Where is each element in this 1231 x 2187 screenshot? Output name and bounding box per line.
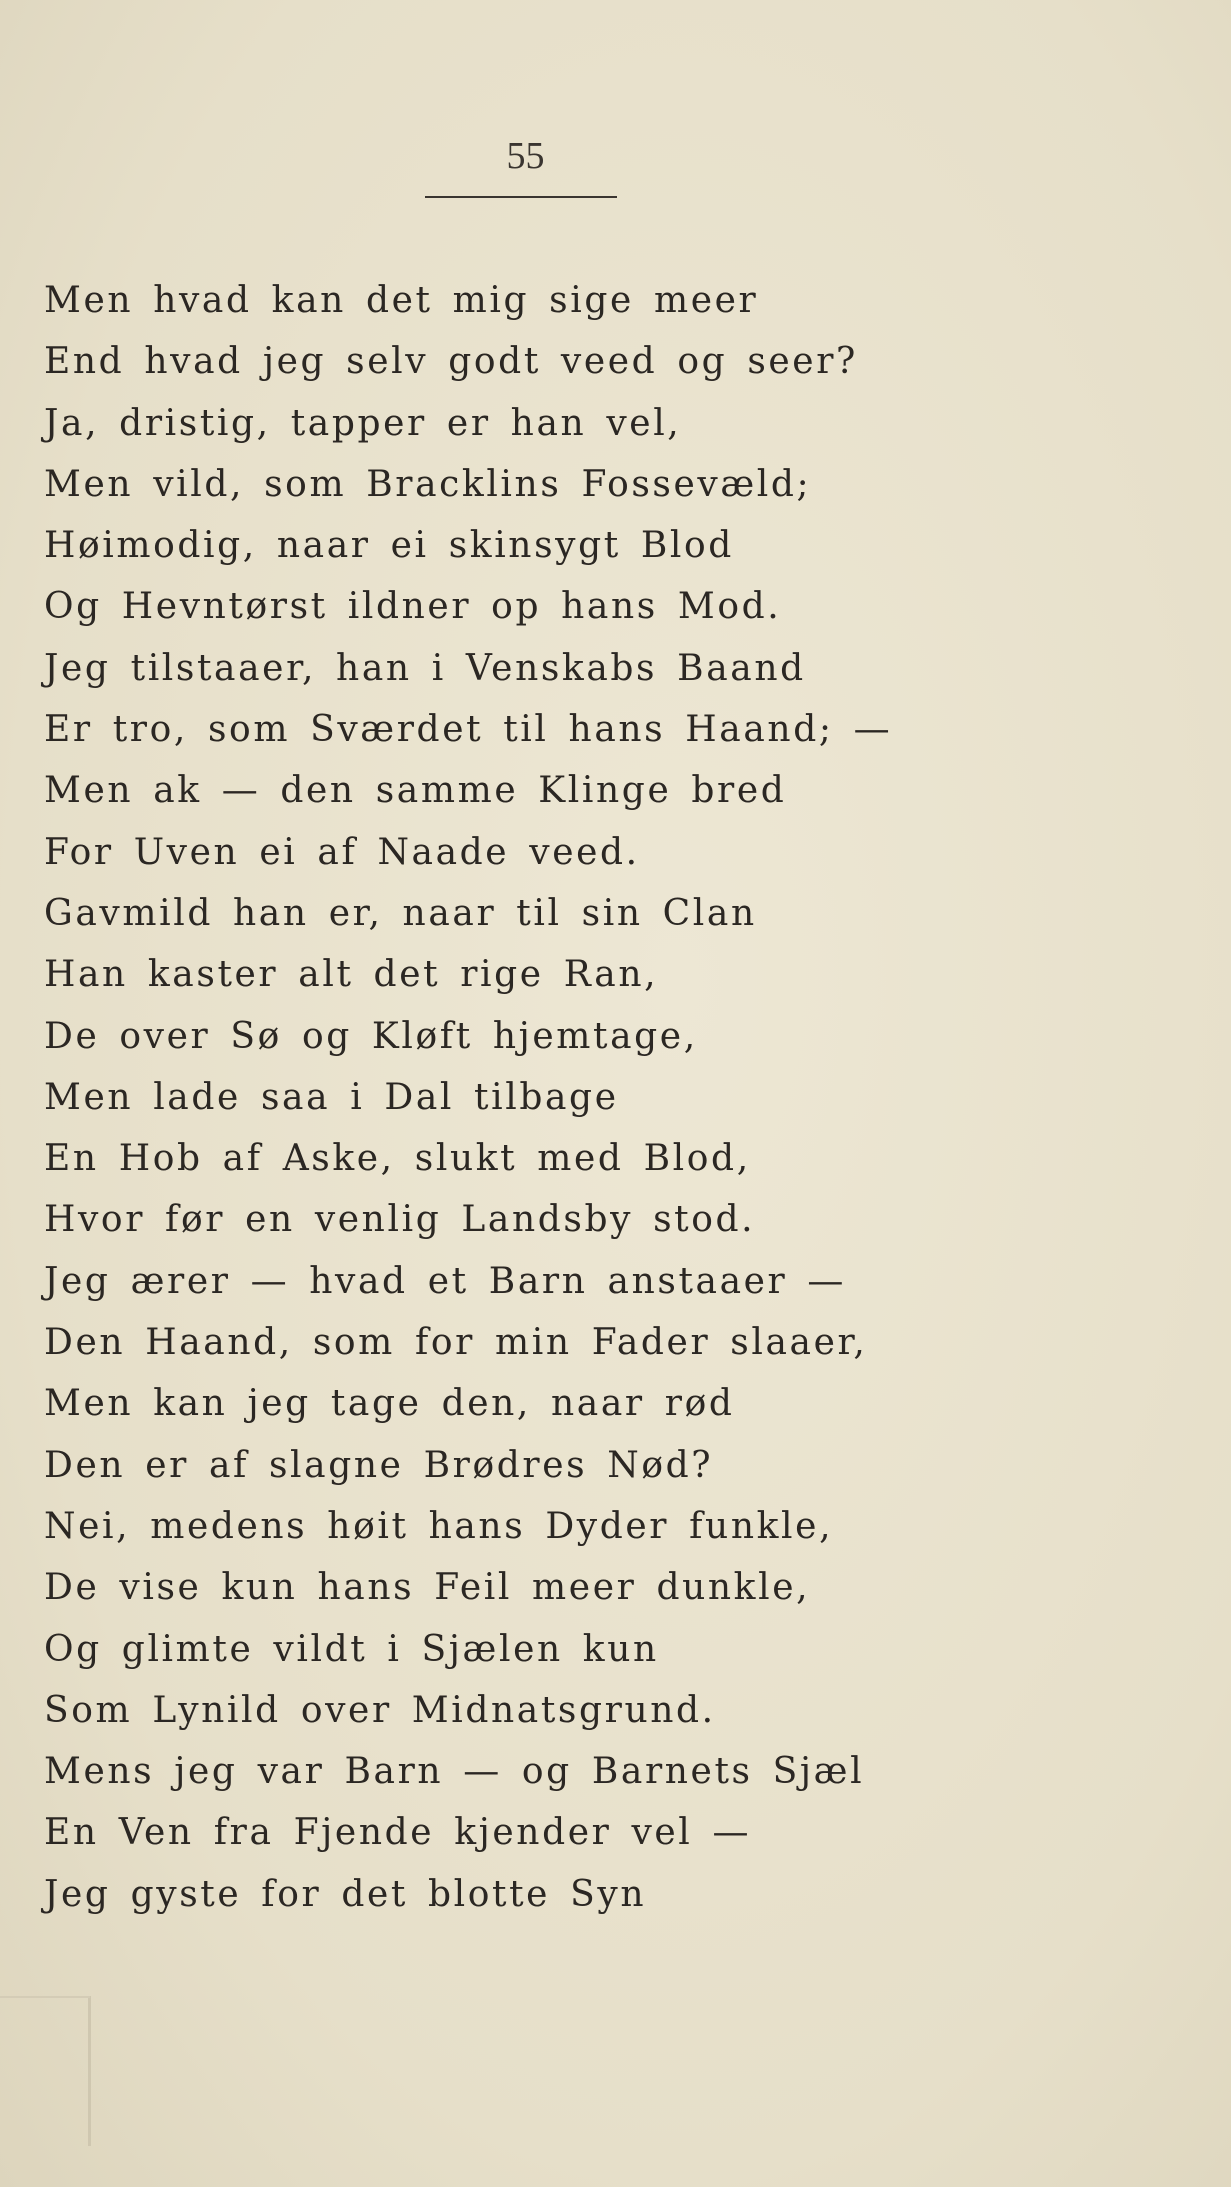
poem-line: Han kaster alt det rige Ran, [44, 954, 659, 996]
poem-line: Jeg ærer — hvad et Barn anstaaer — [44, 1260, 846, 1302]
poem-line: Høimodig, naar ei skinsygt Blod [44, 525, 734, 567]
poem-line: For Uven ei af Naade veed. [44, 831, 640, 873]
poem-line: Men lade saa i Dal tilbage [44, 1076, 619, 1118]
poem-line: Som Lynild over Midnatsgrund. [44, 1689, 716, 1731]
poem-line: Nei, medens høit hans Dyder funkle, [44, 1505, 834, 1547]
poem-line: De vise kun hans Feil meer dunkle, [44, 1567, 811, 1609]
poem-line: Men hvad kan det mig sige meer [44, 280, 759, 321]
poem-line: Men kan jeg tage den, naar rød [44, 1383, 735, 1425]
poem-line: Og Hevntørst ildner op hans Mod. [44, 586, 782, 628]
poem-line: Jeg tilstaaer, han i Venskabs Baand [44, 647, 806, 689]
binding-shadow [88, 1996, 91, 2146]
binding-edge [0, 1996, 90, 1998]
poem-line: En Hob af Aske, slukt med Blod, [44, 1138, 751, 1180]
poem-line: Den Haand, som for min Fader slaaer, [44, 1322, 868, 1364]
poem-line: Ja, dristig, tapper er han vel, [44, 402, 682, 444]
poem-line: En Ven fra Fjende kjender vel — [44, 1812, 752, 1854]
poem-line: Jeg gyste for det blotte Syn [44, 1873, 647, 1915]
poem-line: De over Sø og Kløft hjemtage, [44, 1015, 698, 1057]
poem-line: Hvor før en venlig Landsby stod. [44, 1199, 756, 1241]
page-number: 55 [506, 135, 545, 177]
poem-line: Mens jeg var Barn — og Barnets Sjæl [44, 1751, 865, 1793]
poem-line: Den er af slagne Brødres Nød? [44, 1444, 714, 1486]
poem-line: Men vild, som Bracklins Fossevæld; [44, 463, 812, 505]
poem-line: Er tro, som Sværdet til hans Haand; — [44, 709, 893, 751]
poem-line: Og glimte vildt i Sjælen kun [44, 1628, 659, 1670]
poem-line: Men ak — den samme Klinge bred [44, 770, 787, 812]
poem-text [44, 270, 892, 1925]
header-rule [425, 196, 617, 198]
poem-line: Gavmild han er, naar til sin Clan [44, 892, 757, 934]
poem-line: End hvad jeg selv godt veed og seer? [44, 341, 858, 383]
